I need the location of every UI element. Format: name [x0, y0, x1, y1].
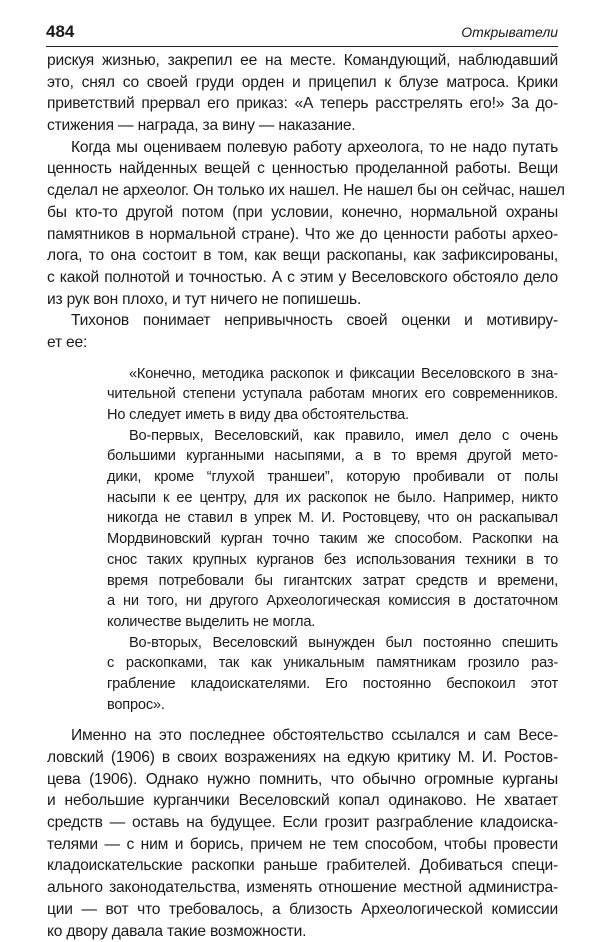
running-header	[46, 20, 558, 47]
text-line: рискуя жизнью, закрепил ее на месте. Командующий, наблюдавший	[47, 50, 558, 72]
text-line: снос таких крупных курганов без использования техники в то	[107, 550, 558, 571]
text-line: большими курганными насыпями, а в то время другой мето-	[107, 446, 558, 467]
text-line: чительной степени уступала работам многих его современников.	[107, 384, 558, 405]
text-line: Но следует иметь в виду два обстоятельства.	[107, 405, 558, 426]
text-line: насыпи к ее центру, для их раскопок не было. Например, никто	[107, 488, 558, 509]
text-line: и небольшие курганчики Веселовский копал одинаково. Не хватает	[47, 790, 558, 812]
text-line: Именно на это последнее обстоятельство ссылался и сам Весе-	[47, 725, 558, 747]
text-line: Тихонов понимает непривычность своей оценки и мотивиру-	[47, 310, 558, 332]
text-line: с какой полнотой и точностью. А с этим у Веселовского обстояло дело	[47, 267, 558, 289]
paragraph	[47, 725, 558, 942]
text-line: из рук вон плохо, и тут ничего не попишешь.	[47, 289, 558, 311]
text-line: ловский (1906) в своих возражениях на едкую критику М. И. Ростов-	[47, 747, 558, 769]
text-line: Во-первых, Веселовский, как правило, имел дело с очень	[107, 426, 558, 447]
text-line: грабление кладоискателями. Его постоянно беспокоил этот	[107, 674, 558, 695]
page-body	[47, 50, 558, 942]
text-line: стижения — награда, за вину — наказание.	[47, 115, 558, 137]
text-line: ции — вот что требовалось, а близость Археологической комиссии	[47, 899, 558, 921]
text-line: цева (1906). Однако нужно помнить, что обычно огромные курганы	[47, 769, 558, 791]
text-line: телями — с ним и борись, причем не тем способом, чтобы провести	[47, 834, 558, 856]
page-number: 484	[46, 22, 74, 42]
text-line: с раскопками, так как уникальным памятникам грозило раз-	[107, 653, 558, 674]
text-line: Когда мы оцениваем полевую работу археолога, то не надо путать	[47, 137, 558, 159]
text-line: количестве выделить не могла.	[107, 612, 558, 633]
block-quote	[107, 364, 558, 716]
text-line: ального законодательства, изменять отношение местной администра-	[47, 877, 558, 899]
text-line: приветствий прервал его приказ: «А теперь расстрелять его!» За до-	[47, 93, 558, 115]
text-line: памятников в нормальной стране). Что же до ценности работы архео-	[47, 224, 558, 246]
text-line: это, снял со своей груди орден и прицепил к блузе матроса. Крики	[47, 72, 558, 94]
quote-paragraph	[107, 633, 558, 716]
text-line: дики, кроме “глухой траншеи”, которую пробивали от полы	[107, 467, 558, 488]
quote-paragraph	[107, 426, 558, 633]
text-line: ет ее:	[47, 332, 558, 354]
text-line: Во-вторых, Веселовский вынужден был постоянно спешить	[107, 633, 558, 654]
text-line: лога, то она состоит в том, как вещи раскопаны, как зафиксированы,	[47, 245, 558, 267]
text-line: кладоискательские раскопки раньше грабителей. Добиваться специ-	[47, 855, 558, 877]
text-line: бы кто-то другой потом (при условии, конечно, нормальной охраны	[47, 202, 558, 224]
text-line: никогда не ставил в упрек М. И. Ростовцеву, что он раскапывал	[107, 508, 558, 529]
text-line: средств — оставь на будущее. Если грозит разграбление кладоиска-	[47, 812, 558, 834]
text-line: Мордвиновский курган точно таким же способом. Раскопки на	[107, 529, 558, 550]
text-line: вопрос».	[107, 695, 558, 716]
text-line: ценность найденных вещей с ценностью проделанной работы. Вещи	[47, 158, 558, 180]
running-title: Открыватели	[461, 24, 558, 40]
paragraph	[47, 310, 558, 353]
text-line: время потребовали бы гигантских затрат средств и времени,	[107, 571, 558, 592]
text-line: сделал не археолог. Он только их нашел. Не нашел бы он сейчас, нашел	[47, 180, 558, 202]
text-line: «Конечно, методика раскопок и фиксации Веселовского в зна-	[107, 364, 558, 385]
paragraph	[47, 50, 558, 137]
paragraph	[47, 137, 558, 311]
text-line: ко двору давала такие возможности.	[47, 921, 558, 942]
quote-paragraph	[107, 364, 558, 426]
text-line: а ни того, ни другого Археологическая комиссия в достаточном	[107, 591, 558, 612]
